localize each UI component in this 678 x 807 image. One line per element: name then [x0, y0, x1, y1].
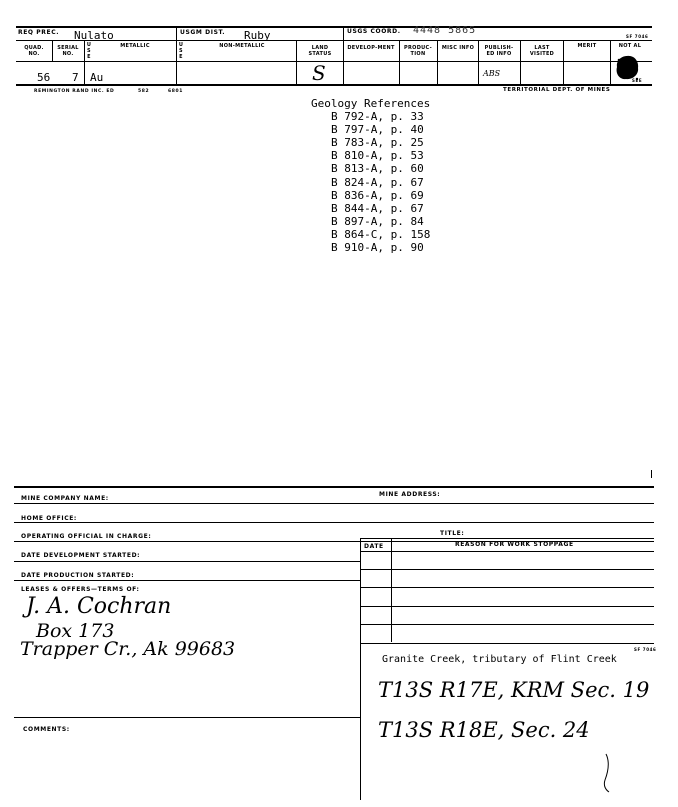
location-hand-line-1: T13S R17E, KRM Sec. 19: [378, 678, 650, 702]
geology-title: Geology References: [311, 97, 431, 110]
geology-item: B 813-A, p. 60: [331, 162, 424, 176]
col-quad-no: QUAD. NO.: [24, 45, 44, 57]
row-published-info: ABS: [483, 69, 501, 78]
row-metallic: Au: [90, 71, 104, 84]
usgs-coord-value: 4448 5865: [413, 25, 477, 36]
row-not-al-mark: SEE: [632, 78, 643, 83]
col-development: DEVELOP-MENT: [347, 45, 395, 51]
col-serial-no: SERIAL NO.: [57, 45, 79, 57]
geology-item: B 783-A, p. 25: [331, 136, 424, 150]
col-merit: MERIT: [577, 43, 597, 49]
row-quad: 56: [37, 71, 51, 84]
reason-stoppage-label: REASON FOR WORK STOPPAGE: [455, 541, 574, 548]
small-form-code: SF 7046: [634, 647, 657, 652]
operating-official-label: OPERATING OFFICIAL IN CHARGE:: [21, 533, 152, 540]
req-prec-label: REQ PREC.: [18, 29, 60, 36]
lease-owner-box: Box 173: [36, 620, 115, 642]
usgs-coord-label: USGS COORD.: [347, 28, 401, 35]
col-non-metallic: NON-METALLIC: [219, 43, 265, 49]
geology-item: B 797-A, p. 40: [331, 123, 424, 137]
location-hand-line-2: T13S R18E, Sec. 24: [378, 718, 590, 742]
usgm-dist-value: Ruby: [244, 29, 271, 42]
row-land-status: S: [312, 61, 326, 85]
lease-owner-city: Trapper Cr., Ak 99683: [20, 638, 236, 660]
col-last-visited: LAST VISITED: [529, 45, 555, 57]
col-production: PRODUC-TION: [404, 45, 432, 57]
date-column-label: DATE: [364, 543, 384, 550]
geology-item: B 810-A, p. 53: [331, 149, 424, 163]
geology-item: B 844-A, p. 67: [331, 201, 424, 215]
mine-address-label: MINE ADDRESS:: [379, 491, 441, 498]
geology-item: B 910-A, p. 90: [331, 241, 424, 255]
mine-company-label: MINE COMPANY NAME:: [21, 495, 109, 502]
lease-owner-name: J. A. Cochran: [26, 594, 172, 619]
col-use-letters-2: U S E: [178, 42, 184, 60]
footer-right: TERRITORIAL DEPT. OF MINES: [503, 87, 611, 93]
col-metallic: METALLIC: [120, 43, 150, 49]
req-prec-value: Nulato: [74, 29, 114, 42]
row-serial: 7: [72, 71, 79, 84]
date-production-label: DATE PRODUCTION STARTED:: [21, 572, 135, 579]
home-office-label: HOME OFFICE:: [21, 515, 77, 522]
date-development-label: DATE DEVELOPMENT STARTED:: [21, 552, 141, 559]
form-number: SF 7046: [626, 34, 649, 39]
geology-item: B 792-A, p. 33: [331, 110, 424, 124]
footer-left: REMINGTON RAND INC. ED: [34, 89, 115, 94]
pen-mark-icon: [596, 752, 616, 796]
title-label: TITLE:: [440, 530, 465, 537]
geology-item: B 897-A, p. 84: [331, 214, 424, 228]
usgm-dist-label: USGM DIST.: [180, 29, 226, 36]
geology-item: B 864-C, p. 158: [331, 227, 431, 241]
col-published-info: PUBLISH-ED INFO: [484, 45, 514, 57]
footer-num1: 582: [138, 89, 150, 94]
comments-label: COMMENTS:: [23, 726, 70, 733]
leases-offers-label: LEASES & OFFERS—TERMS OF:: [21, 586, 140, 593]
col-not-al: NOT AL: [618, 43, 642, 49]
footer-num2: 6801: [168, 89, 183, 94]
geology-item: B 824-A, p. 67: [331, 175, 424, 189]
geology-references: [311, 97, 430, 254]
col-misc-info: MISC INFO: [441, 45, 475, 51]
geology-item: B 836-A, p. 69: [331, 188, 424, 202]
location-typed: Granite Creek, tributary of Flint Creek: [382, 654, 617, 665]
col-use-letters: U S E: [86, 42, 92, 60]
col-land-status: LAND STATUS: [308, 45, 332, 57]
